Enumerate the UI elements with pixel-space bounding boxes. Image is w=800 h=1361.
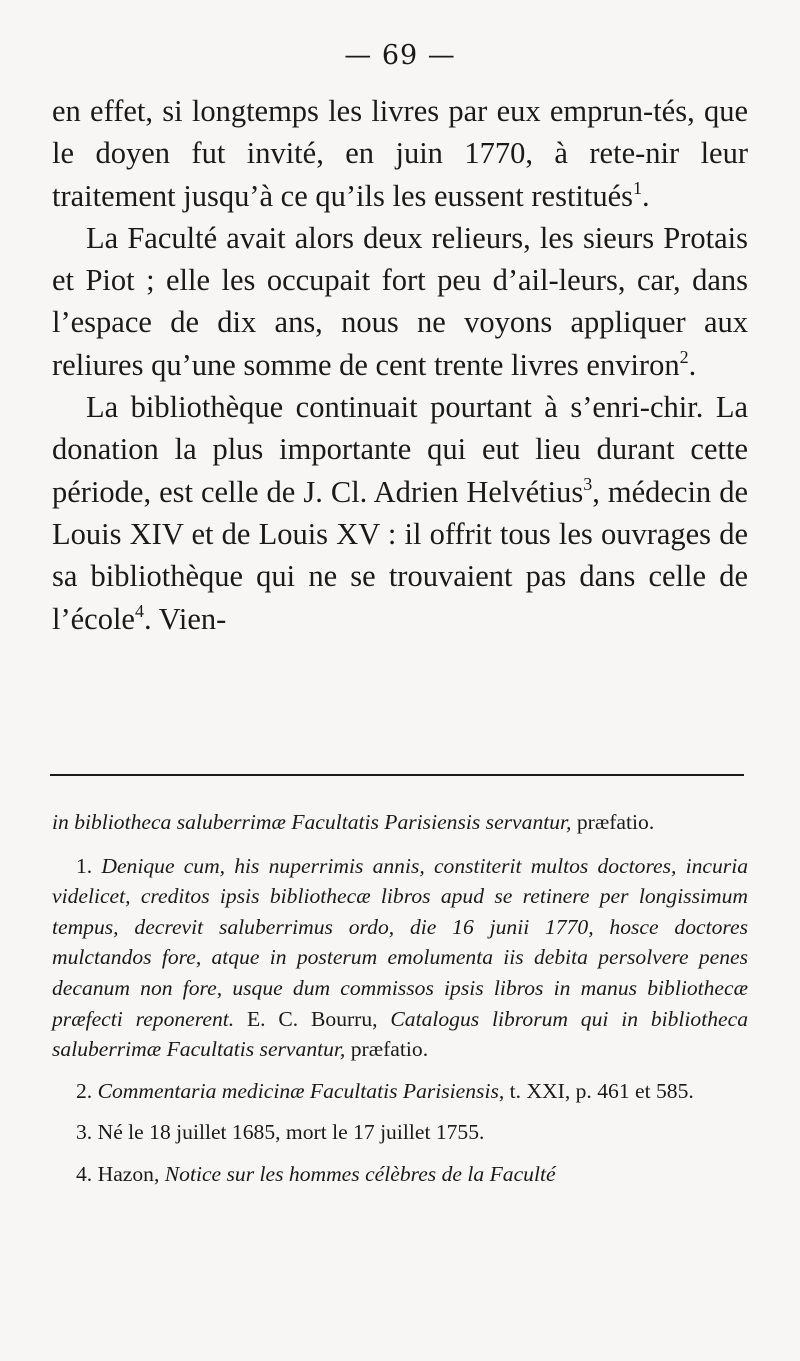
footnote-2-label: 2.	[76, 1078, 98, 1103]
main-text	[52, 90, 748, 640]
paragraph-3-text-b: , médecin de Louis XIV et de Louis XV : il offrit tous les ouvrages de sa bibliothèque qui ne se trouvaient pas dans celle de l’école	[52, 474, 748, 636]
footnote-1-author: E. C. Bourru,	[234, 1006, 391, 1031]
footnote-4-label: 4.	[76, 1161, 98, 1186]
footnote-continued-italic: in bibliotheca saluberrimæ Facultatis Parisiensis servantur,	[52, 810, 572, 834]
footnote-4	[52, 1159, 748, 1190]
footnote-1-label: 1.	[76, 853, 102, 878]
paragraph-2	[52, 217, 748, 386]
footnote-2-ref: t. XXI, p. 461 et 585.	[504, 1078, 694, 1103]
footnote-3	[52, 1117, 748, 1148]
footnote-4-author: Hazon,	[97, 1161, 165, 1186]
paragraph-2-text: La Faculté avait alors deux relieurs, les sieurs Protais et Piot ; elle les occupait fort peu d’ail-leurs, car, dans l’espace de dix ans, nous ne voyons appliquer aux reliures qu’une somme de cent trente livres environ	[52, 220, 748, 382]
footnote-continued-roman: præfatio.	[571, 810, 655, 834]
paragraph-1	[52, 90, 748, 217]
footnote-4-title: Notice sur les hommes célèbres de la Faculté	[164, 1161, 556, 1186]
paragraph-3	[52, 386, 748, 640]
footnote-3-label: 3.	[76, 1120, 98, 1145]
footnote-ref-2: 2	[679, 346, 689, 367]
footnote-ref-1: 1	[633, 177, 643, 198]
footnote-1-title: Catalogus librorum qui in bibliotheca saluberrimæ Facultatis servantur,	[52, 1006, 748, 1062]
footnote-1-latin: Denique cum, his nuperrimis annis, constiterit multos doctores, incuria videlicet, creditos ipsis bibliothecæ libros apud se retinere per longissimum tempus, decrevit saluberrimus ordo, die 16 junii 1770, hosce doctores mulctandos fore, atque in posterum emolumenta iis debita persolvere penes decanum non fore, usque dum commissos ipsis libros in manus bibliothecæ præfecti reponerent.	[52, 853, 748, 1031]
footnotes	[52, 807, 748, 1201]
footnote-separator	[50, 774, 744, 776]
footnote-ref-3: 3	[583, 473, 593, 494]
page-number: — 69 —	[344, 40, 456, 71]
footnote-2-title: Commentaria medicinæ Facultatis Parisiensis,	[97, 1078, 505, 1103]
paragraph-1-text: en effet, si longtemps les livres par eux emprun-tés, que le doyen fut invité, en juin 1770, à rete-nir leur traitement jusqu’à ce qu’ils les eussent restitués	[52, 94, 748, 213]
footnote-1	[52, 851, 748, 1065]
footnote-1-end: præfatio.	[345, 1037, 429, 1062]
footnote-3-text: Né le 18 juillet 1685, mort le 17 juillet 1755.	[97, 1120, 485, 1145]
footnote-continued	[52, 807, 748, 838]
footnote-2	[52, 1076, 748, 1107]
footnote-ref-4: 4	[134, 600, 144, 621]
paragraph-3-text-c: . Vien-	[143, 601, 227, 636]
paragraph-2-end: .	[688, 347, 697, 382]
paragraph-1-end: .	[642, 178, 650, 213]
paragraph-3-text-a: La bibliothèque continuait pourtant à s’enri-chir. La donation la plus importante qui eut lieu durant cette période, est celle de J. Cl. Adrien Helvétius	[52, 390, 748, 509]
